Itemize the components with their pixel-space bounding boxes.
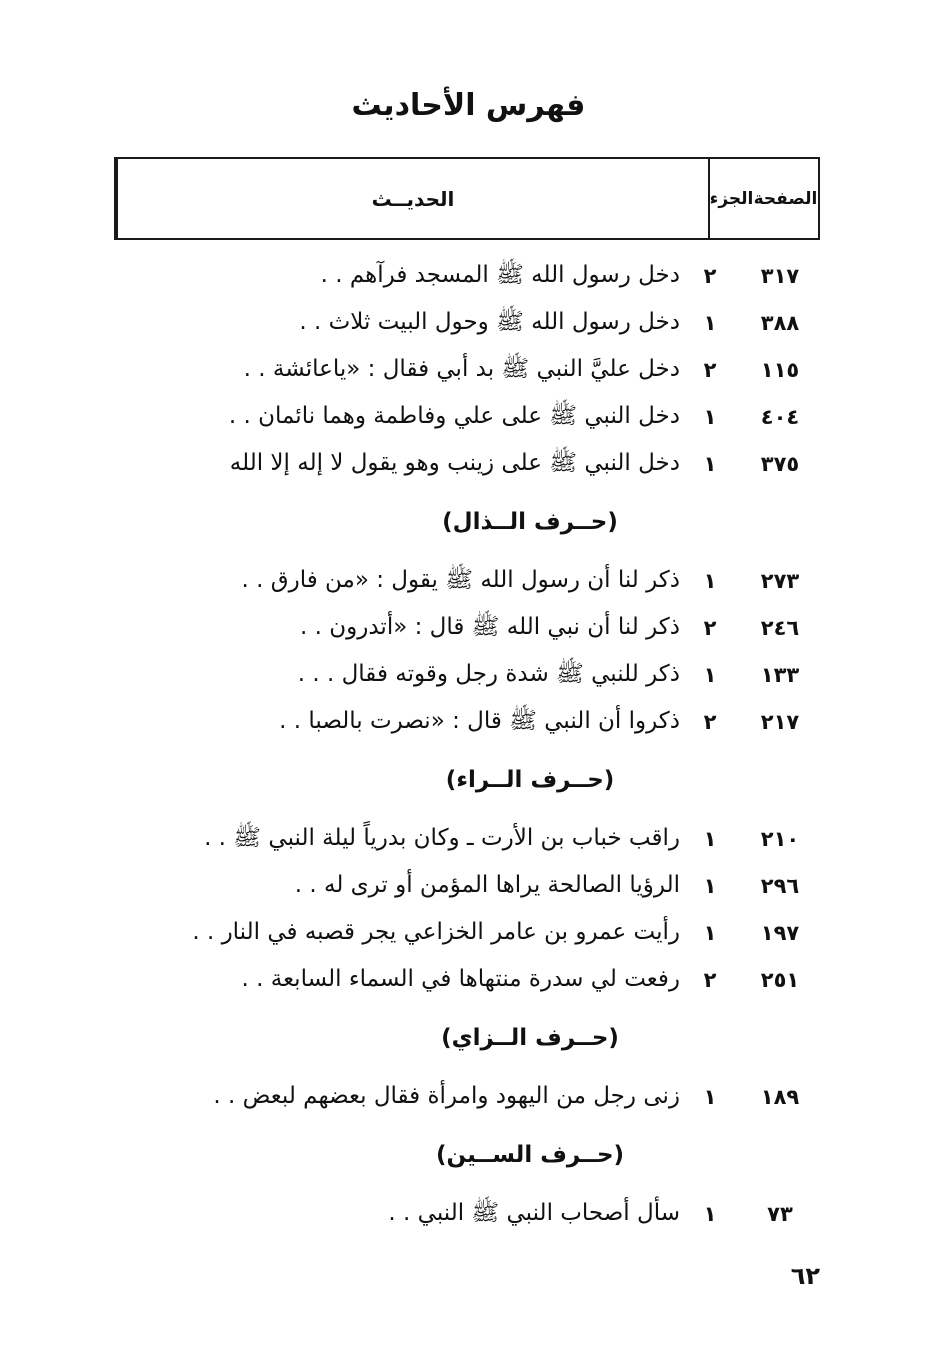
hadith-text: دخل النبي ﷺ على زينب وهو يقول لا إله إلا الله: [229, 450, 680, 476]
page-ref: ٢٤٦: [760, 615, 800, 640]
page-ref: ٢١٧: [760, 709, 800, 734]
page-ref: ٢٥١: [760, 967, 800, 992]
index-row: [100, 346, 820, 393]
volume-number: ١: [703, 826, 717, 851]
volume-number: ٢: [703, 967, 717, 992]
volume-number: ١: [703, 1084, 717, 1109]
page-ref: ٣١٧: [760, 263, 800, 288]
index-row: [100, 698, 820, 745]
index-row: [100, 557, 820, 604]
page-ref: ٣٨٨: [760, 310, 800, 335]
hadith-text: ذكر لنا أن نبي الله ﷺ قال : «أتدرون . .: [300, 614, 680, 640]
section-heading-ra: (حــرف الــراء): [445, 767, 615, 793]
column-header-volume: الجزء: [708, 159, 753, 238]
hadith-text: ذكروا أن النبي ﷺ قال : «نصرت بالصبا . .: [279, 708, 680, 734]
page-ref: ٢١٠: [760, 826, 800, 851]
page-number: ٦٢: [790, 1262, 820, 1290]
hadith-text: الرؤيا الصالحة يراها المؤمن أو ترى له . .: [294, 872, 680, 898]
index-row: [100, 299, 820, 346]
index-row: [100, 393, 820, 440]
page-ref: ١٣٣: [760, 662, 800, 687]
section-heading-zay: (حــرف الــزاي): [441, 1025, 619, 1051]
volume-number: ٢: [703, 357, 717, 382]
page-ref: ٣٧٥: [760, 451, 800, 476]
page-ref: ١٨٩: [760, 1084, 800, 1109]
page-ref: ٤٠٤: [760, 404, 800, 429]
index-row: [100, 252, 820, 299]
page-title: فهرس الأحاديث: [351, 88, 586, 123]
volume-number: ٢: [703, 709, 717, 734]
section-heading-sin: (حــرف الســين): [435, 1142, 625, 1168]
hadith-text: دخل رسول الله ﷺ وحول البيت ثلاث . .: [299, 309, 680, 335]
index-row: [100, 956, 820, 1003]
page-ref: ٢٩٦: [760, 873, 800, 898]
index-row: [100, 604, 820, 651]
volume-number: ١: [703, 1201, 717, 1226]
index-row: [100, 440, 820, 487]
index-row: [100, 815, 820, 862]
column-header-page: الصفحة: [753, 188, 818, 209]
index-row: [100, 862, 820, 909]
index-table-header: [114, 157, 820, 240]
page-ref: ١٩٧: [760, 920, 800, 945]
volume-number: ١: [703, 310, 717, 335]
index-row: [100, 1190, 820, 1237]
hadith-text: دخل النبي ﷺ على علي وفاطمة وهما نائمان . .: [228, 403, 680, 429]
hadith-text: راقب خباب بن الأرت ـ وكان بدرياً ليلة النبي ﷺ . .: [204, 825, 680, 851]
volume-number: ١: [703, 404, 717, 429]
page-ref: ١١٥: [760, 357, 800, 382]
volume-number: ١: [703, 568, 717, 593]
index-row: [100, 909, 820, 956]
hadith-text: دخل رسول الله ﷺ المسجد فرآهم . .: [320, 262, 680, 288]
hadith-text: رفعت لي سدرة منتهاها في السماء السابعة . .: [241, 966, 680, 992]
index-entries: [100, 252, 820, 1237]
hadith-text: زنى رجل من اليهود وامرأة فقال بعضهم لبعض . .: [213, 1083, 680, 1109]
volume-number: ١: [703, 920, 717, 945]
volume-number: ١: [703, 873, 717, 898]
hadith-text: ذكر لنا أن رسول الله ﷺ يقول : «من فارق . .: [241, 567, 680, 593]
page-ref: ٢٧٣: [760, 568, 800, 593]
volume-number: ١: [703, 662, 717, 687]
volume-number: ٢: [703, 263, 717, 288]
volume-number: ٢: [703, 615, 717, 640]
column-header-hadith: الحديــث: [116, 159, 708, 238]
page-ref: ٧٣: [767, 1201, 793, 1226]
hadith-text: دخل عليَّ النبي ﷺ بد أبي فقال : «ياعائشة . .: [243, 356, 680, 382]
volume-number: ١: [703, 451, 717, 476]
hadith-text: ذكر للنبي ﷺ شدة رجل وقوته فقال . . .: [297, 661, 680, 687]
index-row: [100, 1073, 820, 1120]
index-row: [100, 651, 820, 698]
hadith-text: سأل أصحاب النبي ﷺ النبي . .: [388, 1200, 680, 1226]
hadith-text: رأيت عمرو بن عامر الخزاعي يجر قصبه في النار . .: [192, 919, 680, 945]
section-heading-dhal: (حــرف الــذال): [442, 509, 618, 535]
